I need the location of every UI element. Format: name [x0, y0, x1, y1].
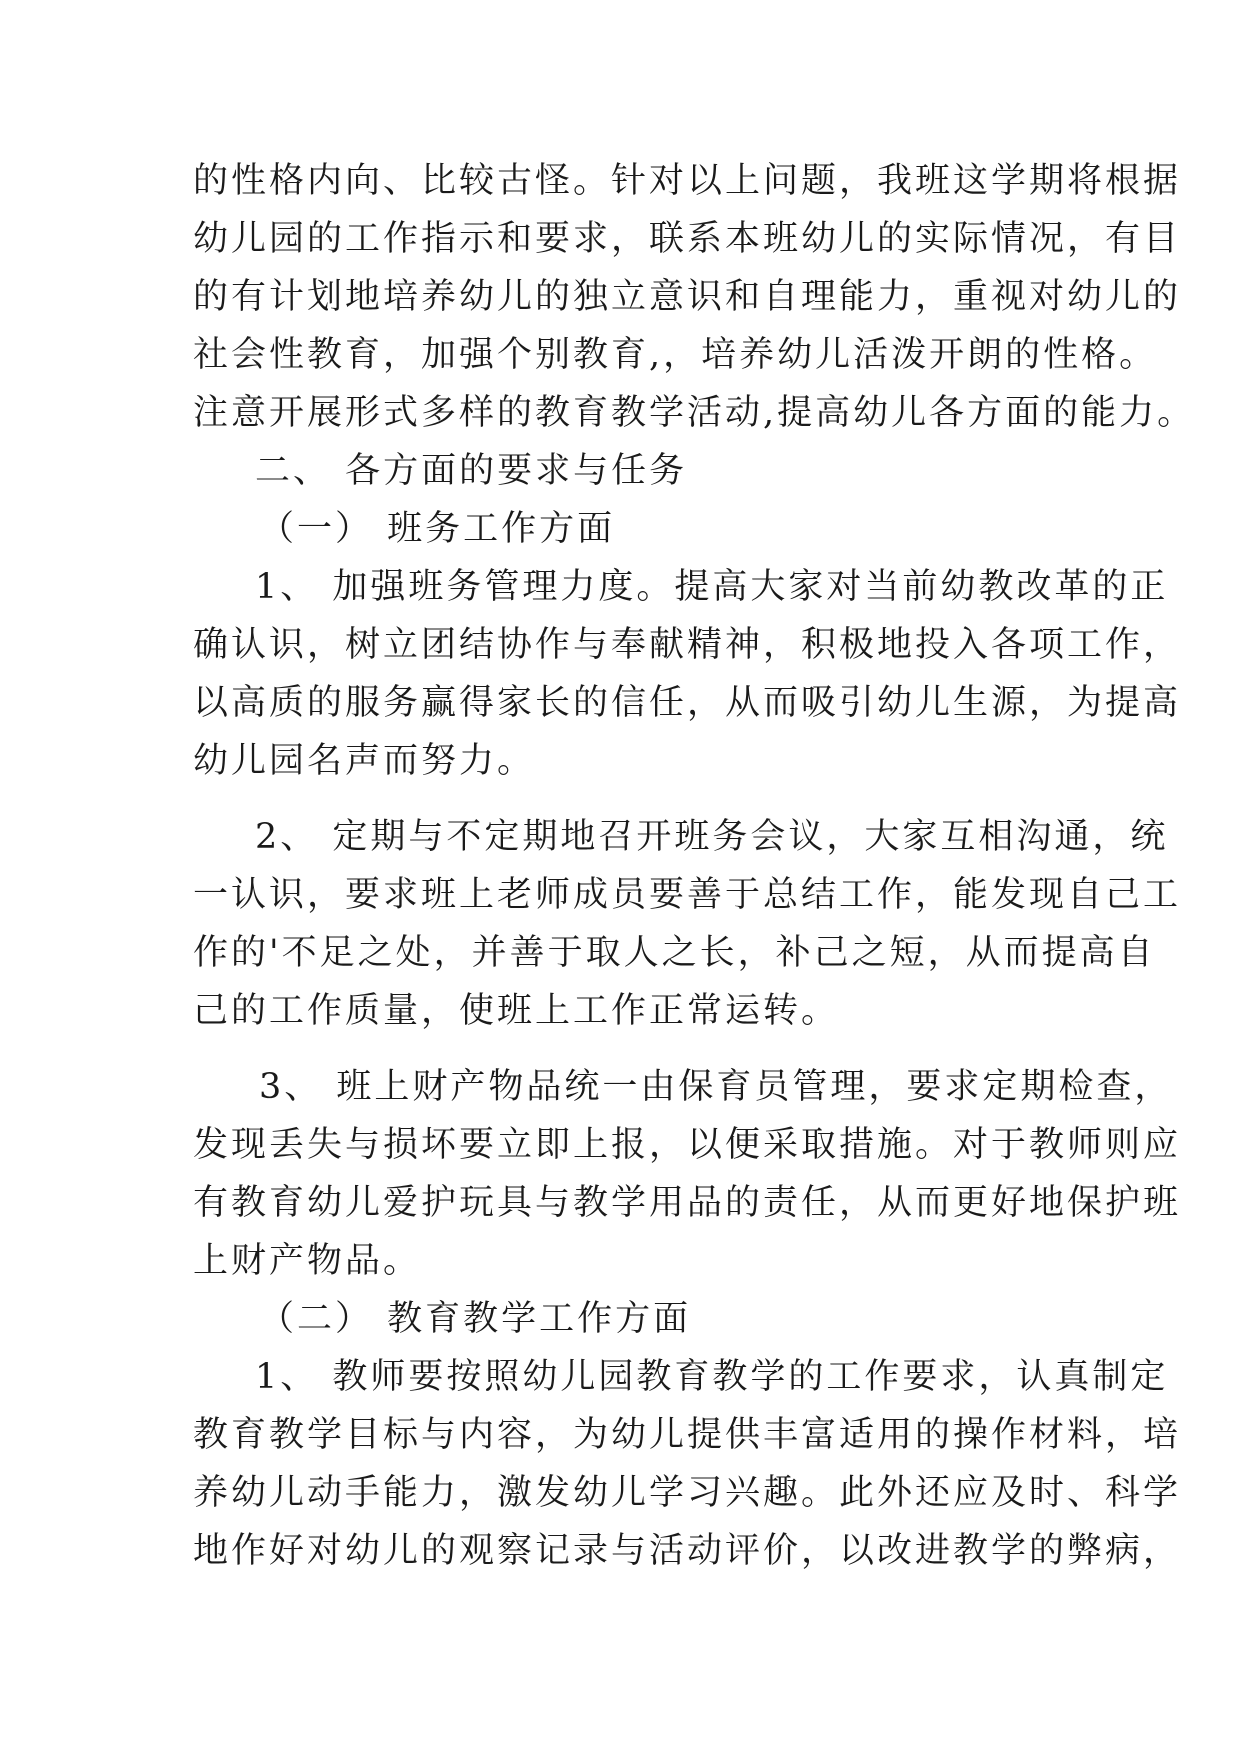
subsection-heading-1: （一） 班务工作方面: [259, 509, 616, 549]
text-line: 1、 加强班务管理力度。提高大家对当前幼教改革的正: [255, 567, 1169, 607]
list-item: [193, 558, 1182, 790]
text-line: 地作好对幼儿的观察记录与活动评价，以改进教学的弊病，: [193, 1531, 1182, 1571]
text-line: 发现丢失与损坏要立即上报，以便采取措施。对于教师则应: [193, 1125, 1182, 1165]
section-heading: 二、 各方面的要求与任务: [255, 451, 688, 491]
intro-paragraph: [193, 152, 1196, 442]
text-line: 幼儿园名声而努力。: [193, 741, 536, 781]
text-line: 2、 定期与不定期地召开班务会议，大家互相沟通，统: [255, 817, 1169, 857]
list-item: [193, 1348, 1182, 1580]
document-body: [193, 152, 1196, 1580]
text-line: 上财产物品。: [193, 1241, 422, 1281]
text-line: 的有计划地培养幼儿的独立意识和自理能力，重视对幼儿的: [193, 277, 1182, 317]
text-line: 注意开展形式多样的教育教学活动,提高幼儿各方面的能力。: [193, 393, 1196, 433]
text-line: 作的'不足之处，并善于取人之长，补己之短，从而提高自: [193, 933, 1156, 973]
text-line: 幼儿园的工作指示和要求，联系本班幼儿的实际情况，有目: [193, 219, 1182, 259]
text-line: 确认识，树立团结协作与奉献精神，积极地投入各项工作，: [193, 625, 1182, 665]
subsection-heading-2: （二） 教育教学工作方面: [259, 1299, 692, 1339]
text-line: 教育教学目标与内容，为幼儿提供丰富适用的操作材料，培: [193, 1415, 1182, 1455]
text-line: 的性格内向、比较古怪。针对以上问题，我班这学期将根据: [193, 161, 1182, 201]
text-line: 社会性教育，加强个别教育,，培养幼儿活泼开朗的性格。: [193, 335, 1158, 375]
text-line: 养幼儿动手能力，激发幼儿学习兴趣。此外还应及时、科学: [193, 1473, 1182, 1513]
text-line: 有教育幼儿爱护玩具与教学用品的责任，从而更好地保护班: [193, 1183, 1182, 1223]
text-line: 以高质的服务赢得家长的信任，从而吸引幼儿生源，为提高: [193, 683, 1182, 723]
text-line: 1、 教师要按照幼儿园教育教学的工作要求，认真制定: [255, 1357, 1169, 1397]
list-item: [193, 808, 1182, 1040]
text-line: 3、 班上财产物品统一由保育员管理，要求定期检查，: [259, 1067, 1173, 1107]
text-line: 一认识，要求班上老师成员要善于总结工作，能发现自己工: [193, 875, 1182, 915]
list-item: [193, 1058, 1182, 1290]
text-line: 己的工作质量，使班上工作正常运转。: [193, 991, 840, 1031]
